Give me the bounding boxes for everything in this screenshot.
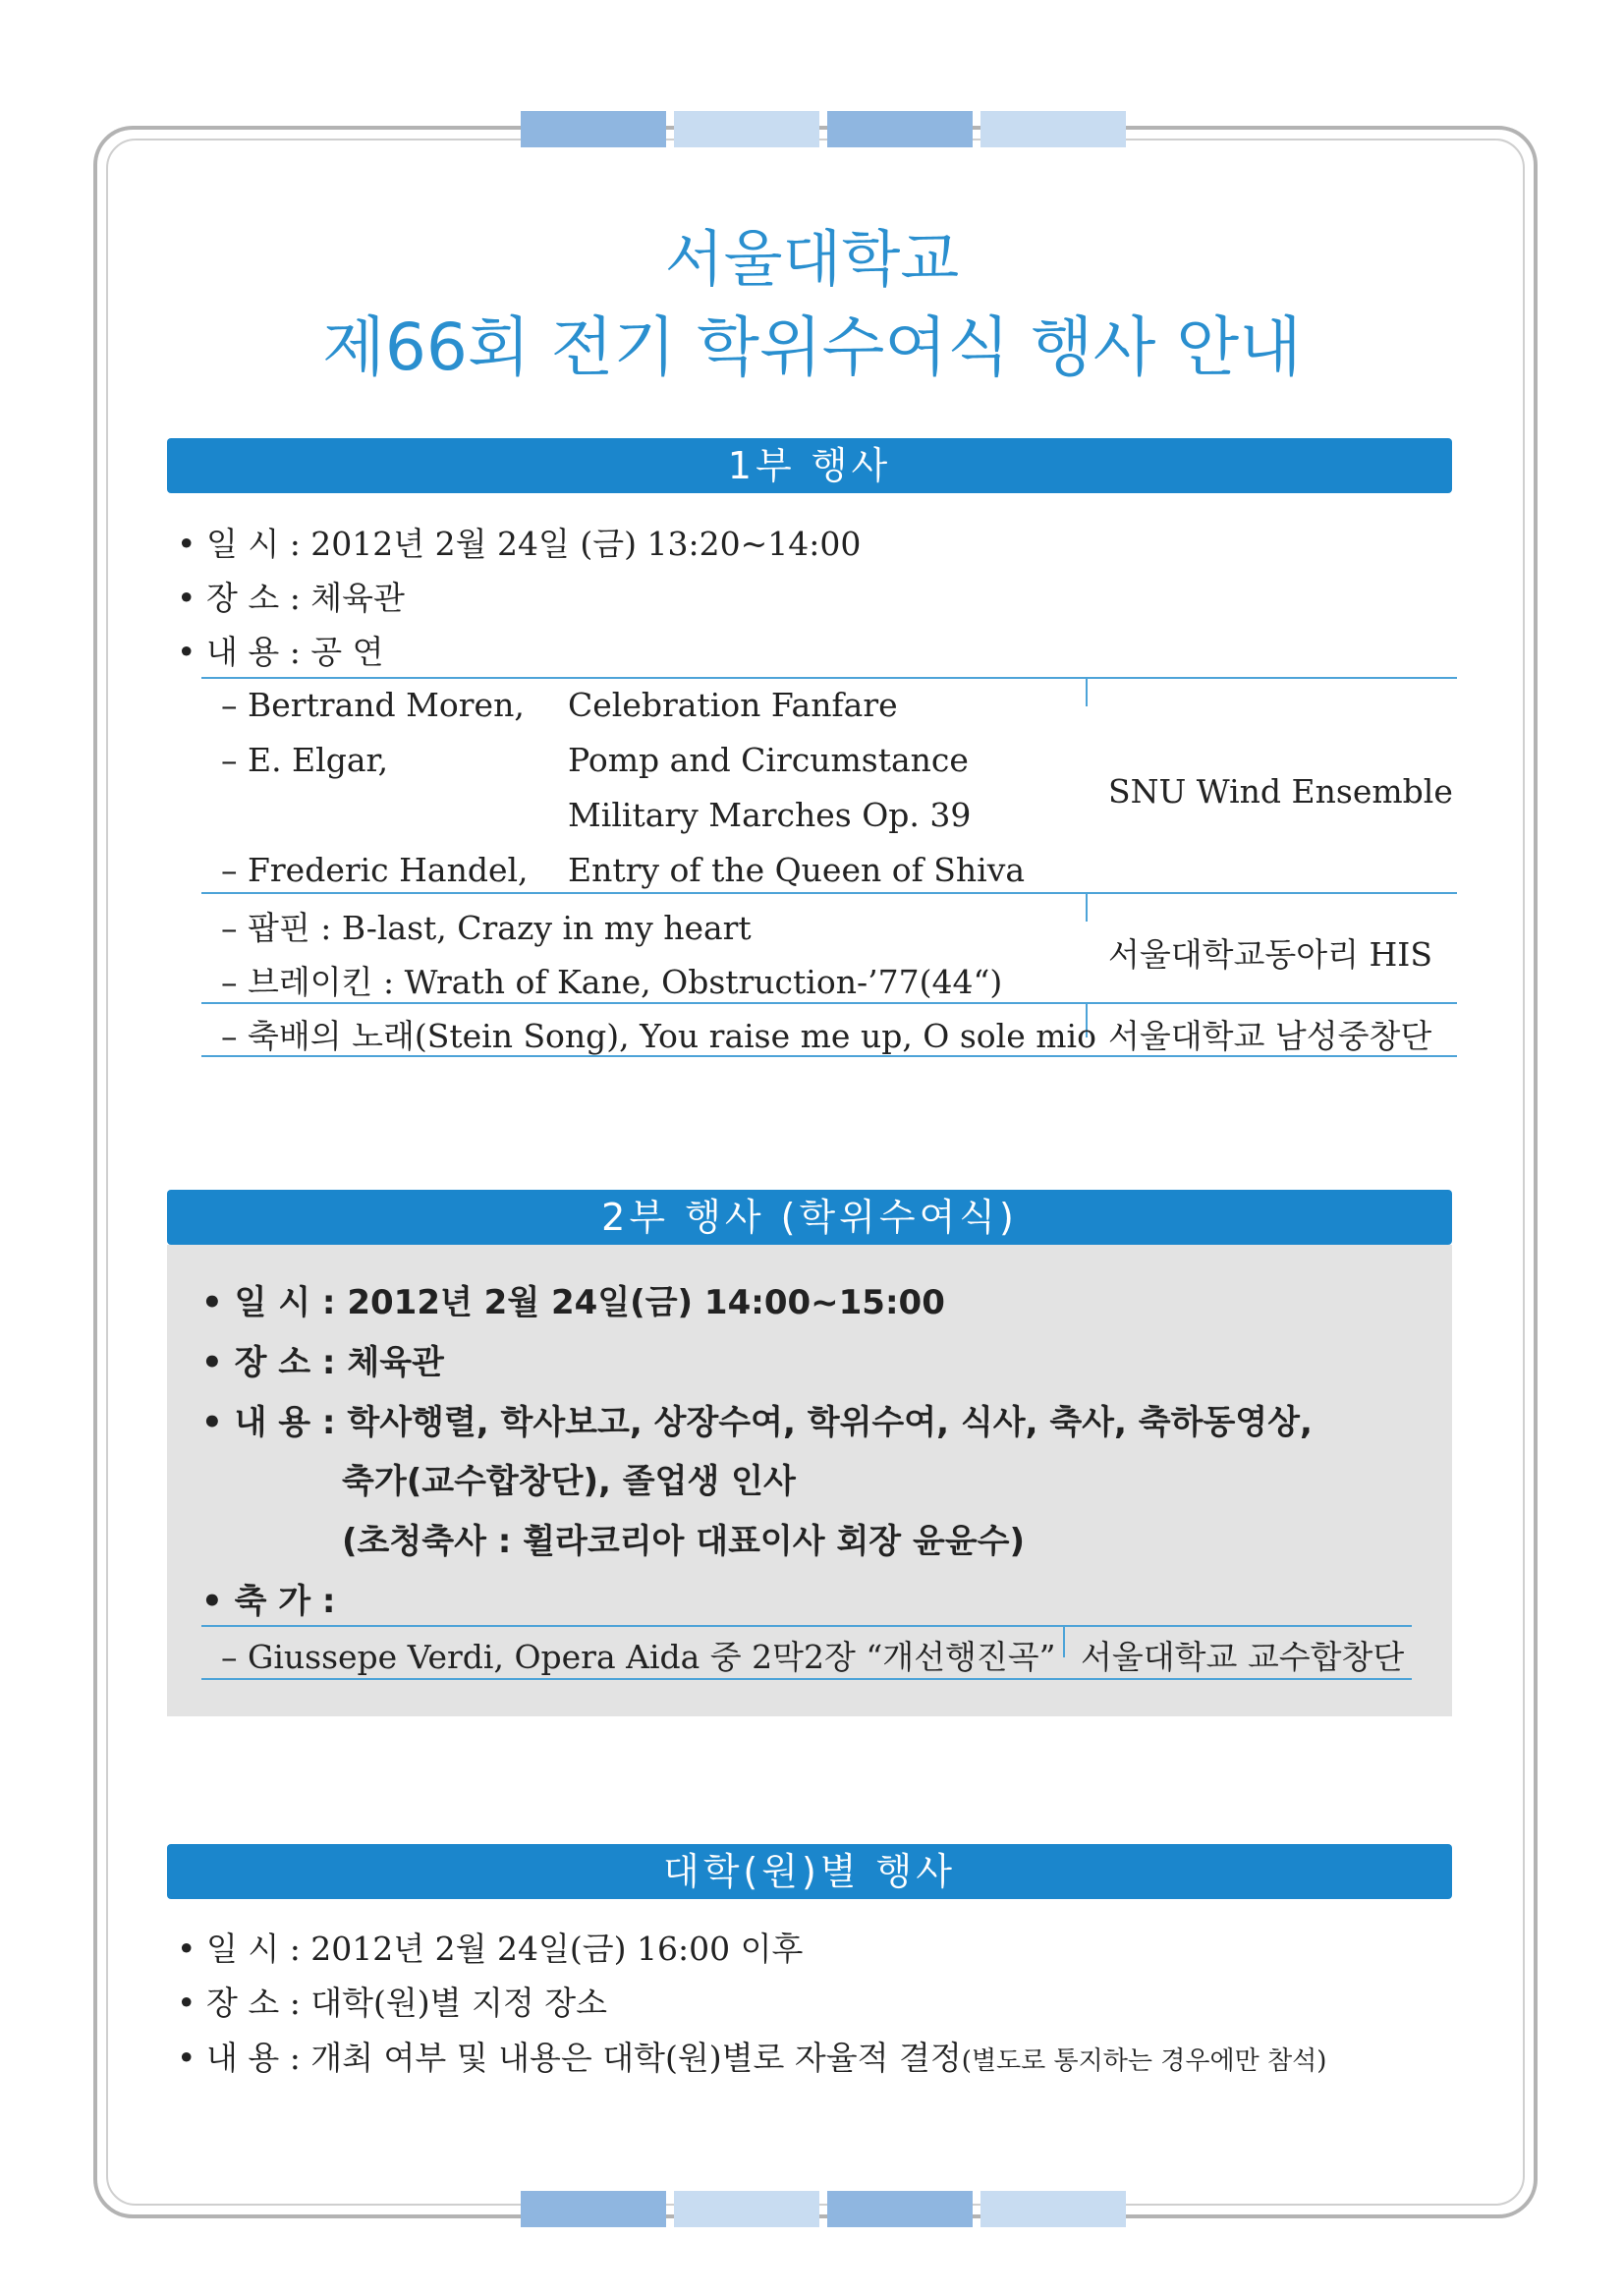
piece-queen: Entry of the Queen of Shiva	[568, 851, 1026, 889]
table1-line3	[201, 1002, 1457, 1004]
piece-pomp: Pomp and Circumstance	[568, 741, 969, 779]
composer-handel: – Frederic Handel,	[221, 851, 529, 889]
part3-content-text: • 내 용 : 개최 여부 및 내용은 대학(원)별로 자율적 결정	[177, 2039, 962, 2077]
part2-content: • 내 용 : 학사행렬, 학사보고, 상장수여, 학위수여, 식사, 축사, 축하동영상,	[201, 1403, 1313, 1442]
table1-divider	[1086, 677, 1088, 706]
popping-songs: – 팝핀 : B-last, Crazy in my heart	[221, 909, 752, 947]
part1-place: • 장 소 : 체육관	[177, 579, 405, 617]
part3-content-note: (별도로 통지하는 경우에만 참석)	[961, 2046, 1327, 2076]
performer-choir: 서울대학교 남성중창단	[1108, 1017, 1432, 1055]
part2-place: • 장 소 : 체육관	[201, 1343, 444, 1382]
part2-invited-speech: (초청축사 : 휠라코리아 대표이사 회장 윤윤수)	[342, 1522, 1026, 1561]
part3-content	[177, 2033, 1326, 2079]
breaking-songs: – 브레이킨 : Wrath of Kane, Obstruction-’77(44“)	[221, 963, 1003, 1001]
part1-header-bar: 1부 행사	[167, 438, 1452, 493]
part2-header-bar: 2부 행사 (학위수여식)	[167, 1190, 1452, 1245]
table1-top-line	[201, 677, 1457, 679]
part3-header-bar: 대학(원)별 행사	[167, 1844, 1452, 1899]
title-ceremony: 제66회 전기 학위수여식 행사 안내	[322, 309, 1302, 385]
part2-content-cont: 축가(교수합창단), 졸업생 인사	[342, 1462, 796, 1501]
part3-place: • 장 소 : 대학(원)별 지정 장소	[177, 1984, 608, 2022]
table2-divider	[1063, 1625, 1065, 1657]
table1-divider2	[1086, 892, 1088, 922]
table1-bottom-line	[201, 1055, 1457, 1057]
song-verdi: – Giussepe Verdi, Opera Aida 중 2막2장 “개선행진곡”	[221, 1638, 1056, 1676]
part1-content: • 내 용 : 공 연	[177, 633, 384, 671]
piece-fanfare: Celebration Fanfare	[568, 686, 898, 724]
performer-his: 서울대학교동아리 HIS	[1108, 935, 1432, 974]
part1-date: • 일 시 : 2012년 2월 24일 (금) 13:20~14:00	[177, 525, 862, 563]
composer-elgar: – E. Elgar,	[221, 741, 389, 779]
performer-wind-ensemble: SNU Wind Ensemble	[1108, 772, 1453, 811]
performer-faculty-choir: 서울대학교 교수합창단	[1081, 1638, 1405, 1676]
part2-date: • 일 시 : 2012년 2월 24일(금) 14:00~15:00	[201, 1283, 945, 1322]
part3-date: • 일 시 : 2012년 2월 24일(금) 16:00 이후	[177, 1930, 804, 1968]
title-university: 서울대학교	[664, 223, 960, 295]
piece-marches: Military Marches Op. 39	[568, 796, 972, 834]
table1-line2	[201, 892, 1457, 894]
choir-songs: – 축배의 노래(Stein Song), You raise me up, O sole mio	[221, 1017, 1096, 1055]
table2-top-line	[201, 1625, 1412, 1627]
table2-bottom-line	[201, 1678, 1412, 1680]
part2-song-label: • 축 가 :	[201, 1582, 336, 1621]
composer-moren: – Bertrand Moren,	[221, 686, 525, 724]
